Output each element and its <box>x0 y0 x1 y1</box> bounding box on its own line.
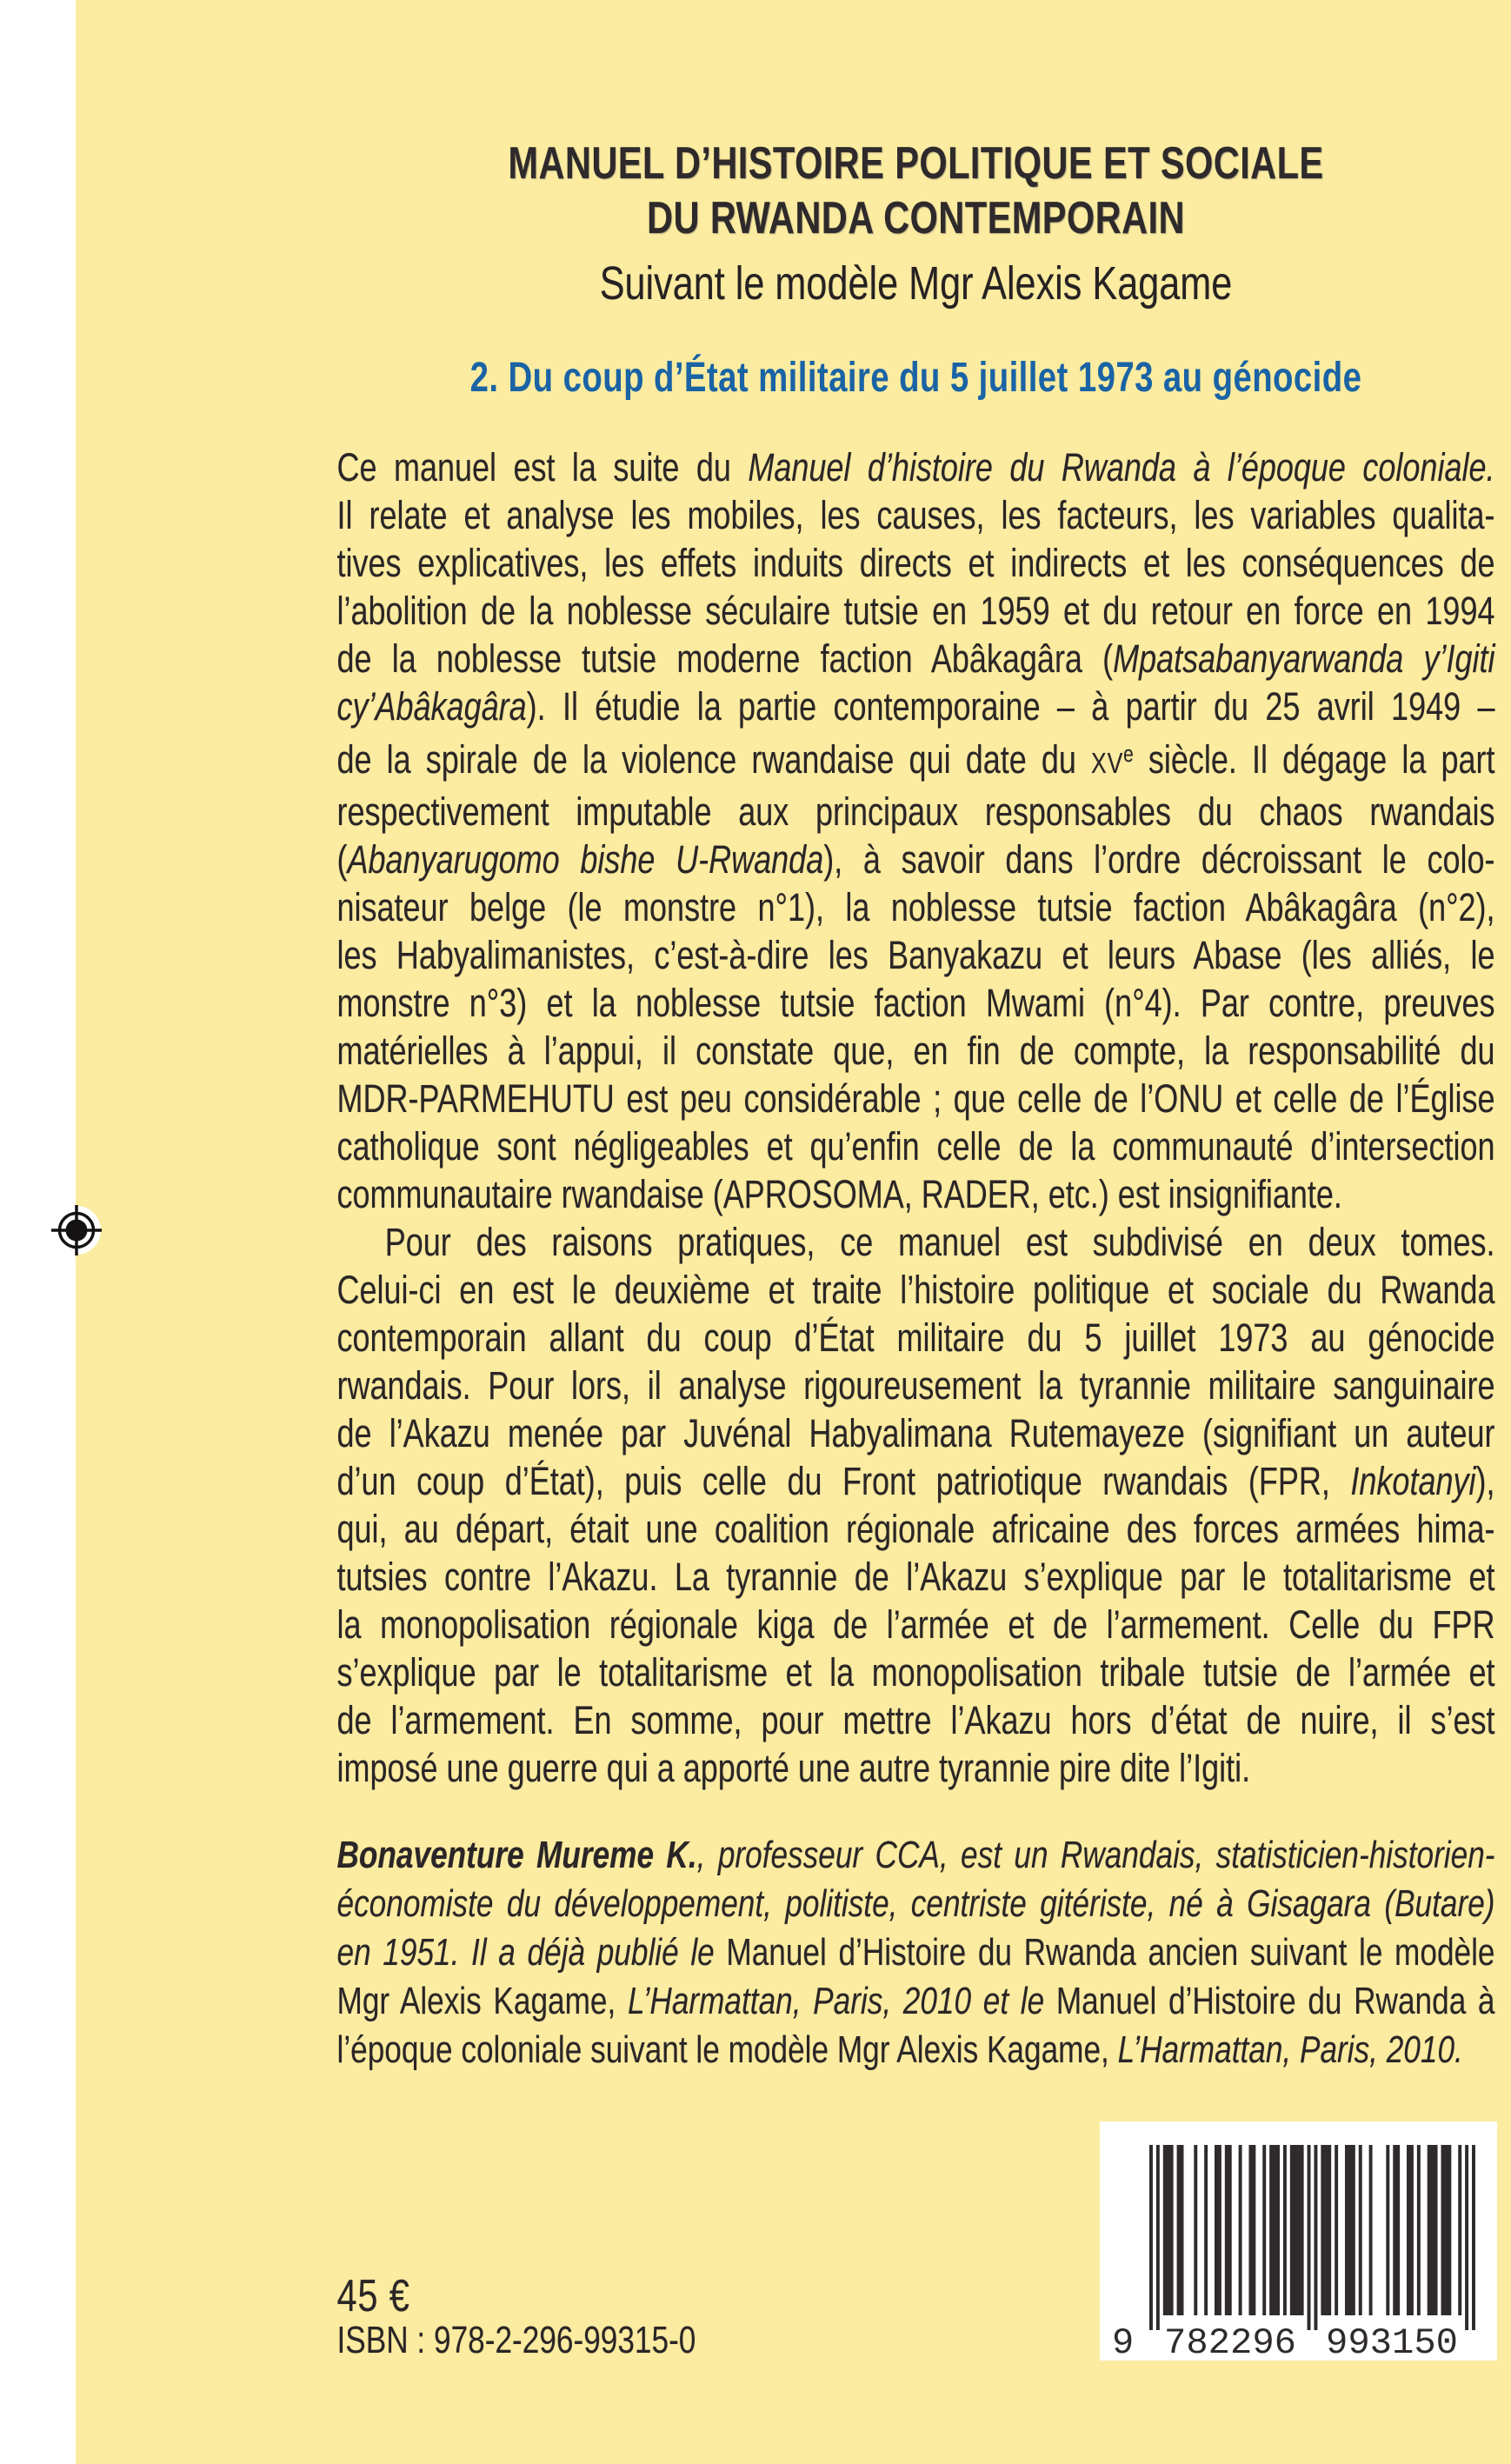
text-line: Bonaventure Mureme K., professeur CCA, est un Rwandais, statisticien-historien- <box>336 1834 1495 1876</box>
text-line: tives explicatives, les effets induits directs et indirects et les conséquences de <box>336 541 1495 585</box>
text-line: en 1951. Il a déjà publié le Manuel d’Histoire du Rwanda ancien suivant le modèle <box>336 1931 1495 1974</box>
text-line: (Abanyarugomo bishe U-Rwanda), à savoir dans l’ordre décroissant le colo- <box>336 837 1495 882</box>
text-line: de la noblesse tutsie moderne faction Abâkagâra (Mpatsabanyarwanda y’Igiti <box>336 636 1495 681</box>
ean13-barcode <box>1100 2121 1497 2361</box>
text-line: de la spirale de la violence rwandaise qui date du XVe siècle. Il dégage la part <box>336 737 1495 782</box>
text-line: de l’armement. En somme, pour mettre l’Akazu hors d’état de nuire, il s’est <box>336 1698 1495 1743</box>
text-line: Il relate et analyse les mobiles, les causes, les facteurs, les variables qualita- <box>336 493 1495 537</box>
text-line: cy’Abâkagâra). Il étudie la partie contemporaine – à partir du 25 avril 1949 – <box>336 684 1495 729</box>
text-line: les Habyalimanistes, c’est-à-dire les Banyakazu et leurs Abase (les alliés, le <box>336 933 1495 978</box>
text-line: Pour des raisons pratiques, ce manuel est subdivisé en deux tomes. <box>384 1220 1495 1265</box>
book-title-line2: DU RWANDA CONTEMPORAIN <box>647 193 1185 243</box>
registration-target-icon <box>33 1187 120 1274</box>
book-subtitle: Suivant le modèle Mgr Alexis Kagame <box>599 257 1233 310</box>
text-line: d’un coup d’État), puis celle du Front patriotique rwandais (FPR, Inkotanyi), <box>336 1459 1495 1504</box>
text-line: imposé une guerre qui a apporté une autre tyrannie pire dite l’Igiti. <box>336 1746 1251 1791</box>
text-line: tutsies contre l’Akazu. La tyrannie de l’Akazu s’explique par le totalitarisme et <box>336 1555 1495 1600</box>
price-label: 45 € <box>336 2271 410 2321</box>
text-line: matérielles à l’appui, il constate que, en fin de compte, la responsabilité du <box>336 1029 1495 1074</box>
text-line: de l’Akazu menée par Juvénal Habyalimana Rutemayeze (signifiant un auteur <box>336 1411 1495 1456</box>
text-line: l’époque coloniale suivant le modèle Mgr Alexis Kagame, L’Harmattan, Paris, 2010. <box>336 2028 1463 2071</box>
text-line: respectivement imputable aux principaux responsables du chaos rwandais <box>336 789 1495 835</box>
text-line: rwandais. Pour lors, il analyse rigoureusement la tyrannie militaire sanguinaire <box>336 1363 1495 1408</box>
svg-text:9: 9 <box>1112 2322 1135 2361</box>
text-line: contemporain allant du coup d’État militaire du 5 juillet 1973 au génocide <box>336 1315 1495 1361</box>
text-line: catholique sont négligeables et qu’enfin celle de la communauté d’intersection <box>336 1124 1495 1169</box>
text-line: Mgr Alexis Kagame, L’Harmattan, Paris, 2010 et le Manuel d’Histoire du Rwanda à <box>336 1980 1495 2022</box>
text-line: qui, au départ, était une coalition régionale africaine des forces armées hima- <box>336 1507 1495 1552</box>
text-line: Celui-ci en est le deuxième et traite l’histoire politique et sociale du Rwanda <box>336 1268 1495 1313</box>
text-line: s’explique par le totalitarisme et la monopolisation tribale tutsie de l’armée et <box>336 1650 1495 1695</box>
svg-text:782296: 782296 <box>1164 2322 1296 2361</box>
text-line: MDR-PARMEHUTU est peu considérable ; que celle de l’ONU et celle de l’Église <box>336 1076 1495 1122</box>
svg-text:993150: 993150 <box>1326 2322 1458 2361</box>
typeset-column <box>337 0 1495 2464</box>
text-line: économiste du développement, politiste, centriste gitériste, né à Gisagara (Butare) <box>336 1882 1495 1925</box>
barcode-panel <box>1100 2121 1497 2361</box>
back-cover-description <box>337 443 1495 1792</box>
text-line: Ce manuel est la suite du Manuel d’histoire du Rwanda à l’époque coloniale. <box>336 445 1495 489</box>
volume-heading: 2. Du coup d’État militaire du 5 juillet 1973 au génocide <box>469 355 1362 401</box>
book-title <box>337 137 1495 246</box>
text-line: nisateur belge (le monstre n°1), la noblesse tutsie faction Abâkagâra (n°2), <box>336 885 1495 930</box>
text-line: la monopolisation régionale kiga de l’armée et de l’armement. Celle du FPR <box>336 1602 1495 1648</box>
text-line: l’abolition de la noblesse séculaire tutsie en 1959 et du retour en force en 1994 <box>336 589 1495 633</box>
author-bio <box>337 1831 1495 2074</box>
isbn-label: ISBN : 978-2-296-99315-0 <box>336 2319 696 2361</box>
text-line: monstre n°3) et la noblesse tutsie faction Mwami (n°4). Par contre, preuves <box>336 981 1495 1026</box>
text-line: communautaire rwandaise (APROSOMA, RADER, etc.) est insignifiante. <box>336 1172 1342 1217</box>
book-title-line1: MANUEL D’HISTOIRE POLITIQUE ET SOCIALE <box>508 138 1324 189</box>
